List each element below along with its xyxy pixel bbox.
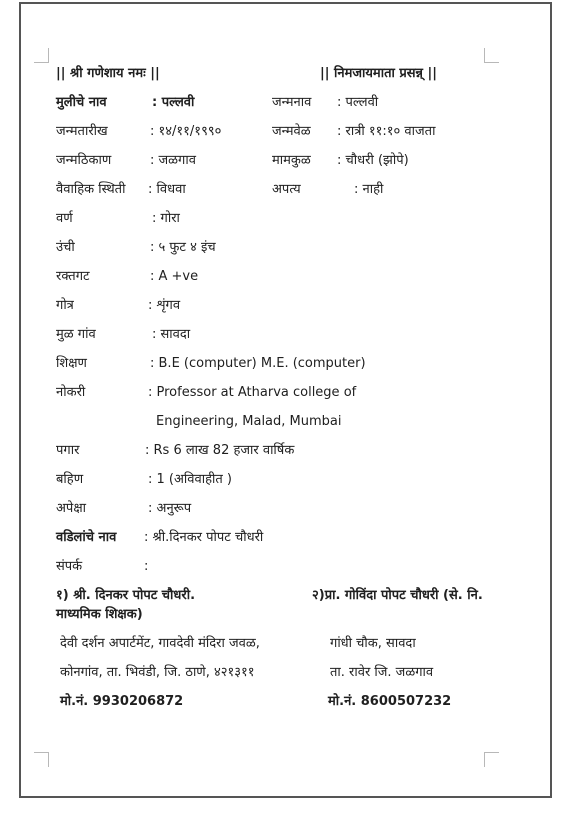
field-value-2: : पल्लवी <box>337 95 379 110</box>
field-value: : पल्लवी <box>152 95 195 110</box>
field-label: वडिलांचे नाव <box>56 530 117 545</box>
field-value: : १४/११/१९९० <box>150 124 222 139</box>
contact-1-name: १) श्री. दिनकर पोपट चौधरी. <box>56 588 196 603</box>
field-label: वर्ण <box>56 211 73 226</box>
page-corner-mark <box>34 752 49 767</box>
field-label: उंची <box>56 240 75 255</box>
page-corner-mark <box>484 752 499 767</box>
contact-2-name-cont: माध्यमिक शिक्षक) <box>56 607 143 622</box>
field-value: : Rs 6 लाख 82 हजार वार्षिक <box>145 443 295 458</box>
field-value: : ५ फुट ४ इंच <box>150 240 216 255</box>
field-value-2: : नाही <box>354 182 384 197</box>
field-label: मुलीचे नाव <box>56 95 107 110</box>
field-label-2: जन्मवेळ <box>272 124 311 139</box>
field-value: : जळगाव <box>150 153 196 168</box>
field-label: गोत्र <box>56 298 74 313</box>
field-value-2: : रात्री ११:१० वाजता <box>337 124 436 139</box>
field-label: मुळ गांव <box>56 327 96 342</box>
field-label-2: मामकुळ <box>272 153 311 168</box>
contact-2-address-line: ता. रावेर जि. जळगाव <box>330 665 434 680</box>
field-value: : Professor at Atharva college of <box>148 385 357 400</box>
field-value: Engineering, Malad, Mumbai <box>156 414 342 429</box>
field-value: : शृंगव <box>148 298 181 313</box>
contact-2-name: २)प्रा. गोविंदा पोपट चौधरी (से. नि. <box>312 588 483 603</box>
contact-2-address-line: गांधी चौक, सावदा <box>330 636 416 651</box>
field-value: : <box>144 559 149 574</box>
field-label: नोकरी <box>56 385 86 400</box>
field-value: : सावदा <box>152 327 191 342</box>
field-label: अपेक्षा <box>56 501 87 516</box>
field-label-2: अपत्य <box>272 182 301 197</box>
field-value: : गोरा <box>152 211 180 226</box>
contact-1-phone: मो.नं. 9930206872 <box>60 694 184 709</box>
field-value: : अनुरूप <box>148 501 192 516</box>
field-label: जन्मतारीख <box>56 124 108 139</box>
field-label: पगार <box>56 443 80 458</box>
header-left: || श्री गणेशाय नमः || <box>56 66 160 81</box>
field-value: : A +ve <box>150 269 199 284</box>
field-value: : विधवा <box>148 182 186 197</box>
contact-1-address-line: देवी दर्शन अपार्टमेंट, गावदेवी मंदिरा जवळ, <box>60 636 260 651</box>
contact-2-phone: मो.नं. 8600507232 <box>328 694 452 709</box>
header-right: || निमजायमाता प्रसन्न् || <box>320 66 437 81</box>
field-value: : B.E (computer) M.E. (computer) <box>150 356 366 371</box>
page-corner-mark <box>34 48 49 63</box>
field-value-2: : चौधरी (झोपे) <box>337 153 409 168</box>
field-label: संपर्क <box>56 559 83 574</box>
field-value: : 1 (अविवाहीत ) <box>148 472 232 487</box>
field-label: शिक्षण <box>56 356 87 371</box>
contact-1-address-line: कोनगांव, ता. भिवंडी, जि. ठाणे, ४२१३११ <box>60 665 255 680</box>
field-label: बहिण <box>56 472 84 487</box>
field-label-2: जन्मनाव <box>272 95 312 110</box>
field-value: : श्री.दिनकर पोपट चौधरी <box>144 530 264 545</box>
field-label: जन्मठिकाण <box>56 153 112 168</box>
field-label: वैवाहिक स्थिती <box>56 182 126 197</box>
page-corner-mark <box>484 48 499 63</box>
field-label: रक्तगट <box>56 269 90 284</box>
